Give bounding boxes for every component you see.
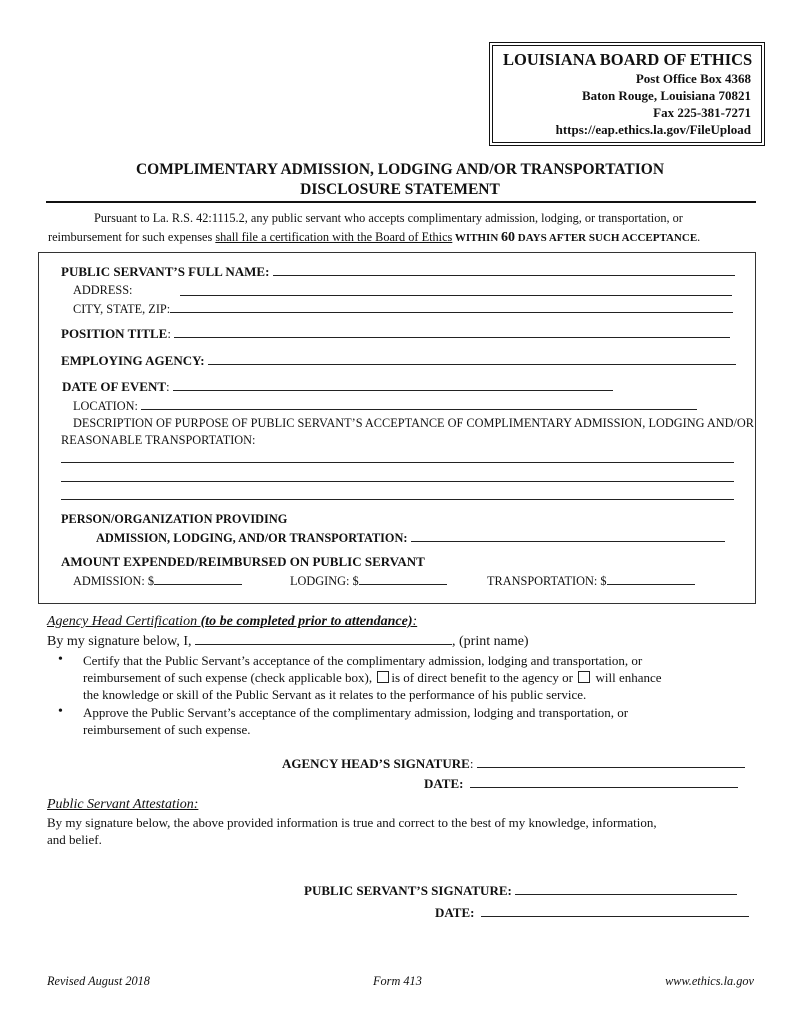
lodging-label: LODGING: $ xyxy=(290,574,359,588)
servant-date-label: DATE: xyxy=(435,905,475,920)
employing-label: EMPLOYING AGENCY: xyxy=(61,353,205,368)
title-line-2: DISCLOSURE STATEMENT xyxy=(300,181,500,198)
attestation-line-1: By my signature below, the above provided information is true and correct to the best of my knowledge, information, xyxy=(47,815,657,830)
servant-signature-label: PUBLIC SERVANT’S SIGNATURE: xyxy=(304,883,512,898)
intro-text: reimbursement for such expenses xyxy=(48,230,216,244)
by-signature-text: By my signature below, I, xyxy=(47,634,196,649)
agency-heading-text: Agency Head Certification xyxy=(47,614,201,629)
agency-heading xyxy=(47,614,417,630)
amount-label: AMOUNT EXPENDED/REIMBURSED ON PUBLIC SERVANT xyxy=(61,554,425,569)
servant-date-row xyxy=(435,905,749,921)
fax: Fax 225-381-7271 xyxy=(653,105,751,120)
admission-label: ADMISSION: $ xyxy=(73,574,154,588)
agency-signature-field[interactable] xyxy=(477,756,745,768)
city-field[interactable] xyxy=(170,301,733,313)
intro-underlined: shall file a certification with the Board of Ethics xyxy=(215,230,453,244)
date-event-label: DATE OF EVENT xyxy=(62,379,167,394)
bullet-2-line-1: Approve the Public Servant’s acceptance of the complimentary admission, lodging and transportation, or xyxy=(83,705,629,720)
description-line-2: REASONABLE TRANSPORTATION: xyxy=(61,433,256,447)
transportation-label: TRANSPORTATION: $ xyxy=(487,574,607,588)
footer-form-number: Form 413 xyxy=(373,974,422,988)
agency-date-row xyxy=(424,776,738,792)
enhance-knowledge-label: will enhance xyxy=(592,670,662,685)
full-name-row xyxy=(61,264,735,280)
person-row xyxy=(96,530,725,546)
intro-line-1: Pursuant to La. R.S. 42:1115.2, any public servant who accepts complimentary admission, lodging, or transportation, or xyxy=(94,211,683,225)
location-row xyxy=(73,398,697,414)
intro-within: WITHIN xyxy=(452,232,502,244)
servant-date-field[interactable] xyxy=(481,905,749,917)
footer-website[interactable]: www.ethics.la.gov xyxy=(665,974,754,988)
position-colon: : xyxy=(167,326,171,341)
print-name-field[interactable] xyxy=(195,633,452,645)
direct-benefit-checkbox[interactable] xyxy=(377,671,389,683)
description-field-3[interactable] xyxy=(61,488,734,500)
location-label: LOCATION: xyxy=(73,399,138,413)
bullet-1-line-1: Certify that the Public Servant’s acceptance of the complimentary admission, lodging and transportation, or xyxy=(83,653,643,668)
attestation-heading: Public Servant Attestation: xyxy=(47,797,199,812)
city-address: Baton Rouge, Louisiana 70821 xyxy=(581,88,751,103)
intro-days-number: 60 xyxy=(501,230,516,245)
intro-line-2 xyxy=(48,230,700,246)
agency-date-field[interactable] xyxy=(470,776,738,788)
full-name-label: PUBLIC SERVANT’S FULL NAME: xyxy=(61,264,270,279)
print-name-row xyxy=(47,633,529,650)
admission-row xyxy=(73,573,242,589)
footer-revised: Revised August 2018 xyxy=(47,974,150,988)
upload-url[interactable]: https://eap.ethics.la.gov/FileUpload xyxy=(555,122,751,137)
agency-signature-label: AGENCY HEAD’S SIGNATURE xyxy=(282,756,470,771)
bullet-2-line-2: reimbursement of such expense. xyxy=(83,722,251,737)
agency-signature-row xyxy=(282,756,745,772)
city-label: CITY, STATE, ZIP: xyxy=(73,302,171,316)
bullet-icon: • xyxy=(58,652,63,667)
header-box xyxy=(489,42,765,146)
agency-heading-note: (to be completed prior to attendance) xyxy=(200,614,413,629)
org-name: LOUISIANA BOARD OF ETHICS xyxy=(503,50,753,69)
intro-period: . xyxy=(697,230,701,244)
bullet-1-line-2 xyxy=(83,670,662,686)
bullet-1-line-3: the knowledge or skill of the Public Servant as it relates to the performance of his public service. xyxy=(83,687,587,702)
intro-days: DAYS AFTER SUCH ACCEPTANCE xyxy=(515,232,698,244)
print-name-label: , (print name) xyxy=(452,634,529,649)
person-label-1: PERSON/ORGANIZATION PROVIDING xyxy=(61,512,288,526)
description-line-1: DESCRIPTION OF PURPOSE OF PUBLIC SERVANT’S ACCEPTANCE OF COMPLIMENTARY ADMISSION, LODGING AND/OR xyxy=(73,416,754,430)
agency-date-label: DATE: xyxy=(424,776,464,791)
person-field[interactable] xyxy=(411,530,725,542)
description-field-1[interactable] xyxy=(61,451,734,463)
city-row xyxy=(73,301,733,317)
position-row xyxy=(61,326,730,342)
position-label: POSITION TITLE xyxy=(61,326,168,341)
agency-signature-colon: : xyxy=(469,756,474,771)
employing-row xyxy=(61,353,736,369)
employing-field[interactable] xyxy=(208,353,736,365)
bullet-1-text: reimbursement of such expense (check applicable box), xyxy=(83,670,376,685)
direct-benefit-label: is of direct benefit to the agency or xyxy=(391,670,577,685)
agency-heading-colon: : xyxy=(412,614,418,629)
po-box: Post Office Box 4368 xyxy=(635,71,751,86)
title-rule xyxy=(46,201,756,203)
position-field[interactable] xyxy=(174,326,730,338)
lodging-row xyxy=(290,573,447,589)
address-label: ADDRESS: xyxy=(73,283,133,297)
admission-field[interactable] xyxy=(154,573,242,585)
attestation-line-2: and belief. xyxy=(47,832,102,847)
servant-signature-row xyxy=(304,883,737,899)
bullet-icon: • xyxy=(58,704,63,719)
full-name-field[interactable] xyxy=(273,264,735,276)
date-event-row xyxy=(62,379,613,395)
transportation-field[interactable] xyxy=(607,573,695,585)
date-event-field[interactable] xyxy=(173,379,613,391)
location-field[interactable] xyxy=(141,398,697,410)
address-field[interactable] xyxy=(180,284,732,296)
date-event-colon: : xyxy=(166,379,170,394)
person-label-2: ADMISSION, LODGING, AND/OR TRANSPORTATION: xyxy=(96,531,408,545)
title-line-1: COMPLIMENTARY ADMISSION, LODGING AND/OR TRANSPORTATION xyxy=(135,161,665,178)
lodging-field[interactable] xyxy=(359,573,447,585)
servant-signature-field[interactable] xyxy=(515,883,737,895)
description-field-2[interactable] xyxy=(61,470,734,482)
transportation-row xyxy=(487,573,695,589)
enhance-knowledge-checkbox[interactable] xyxy=(578,671,590,683)
